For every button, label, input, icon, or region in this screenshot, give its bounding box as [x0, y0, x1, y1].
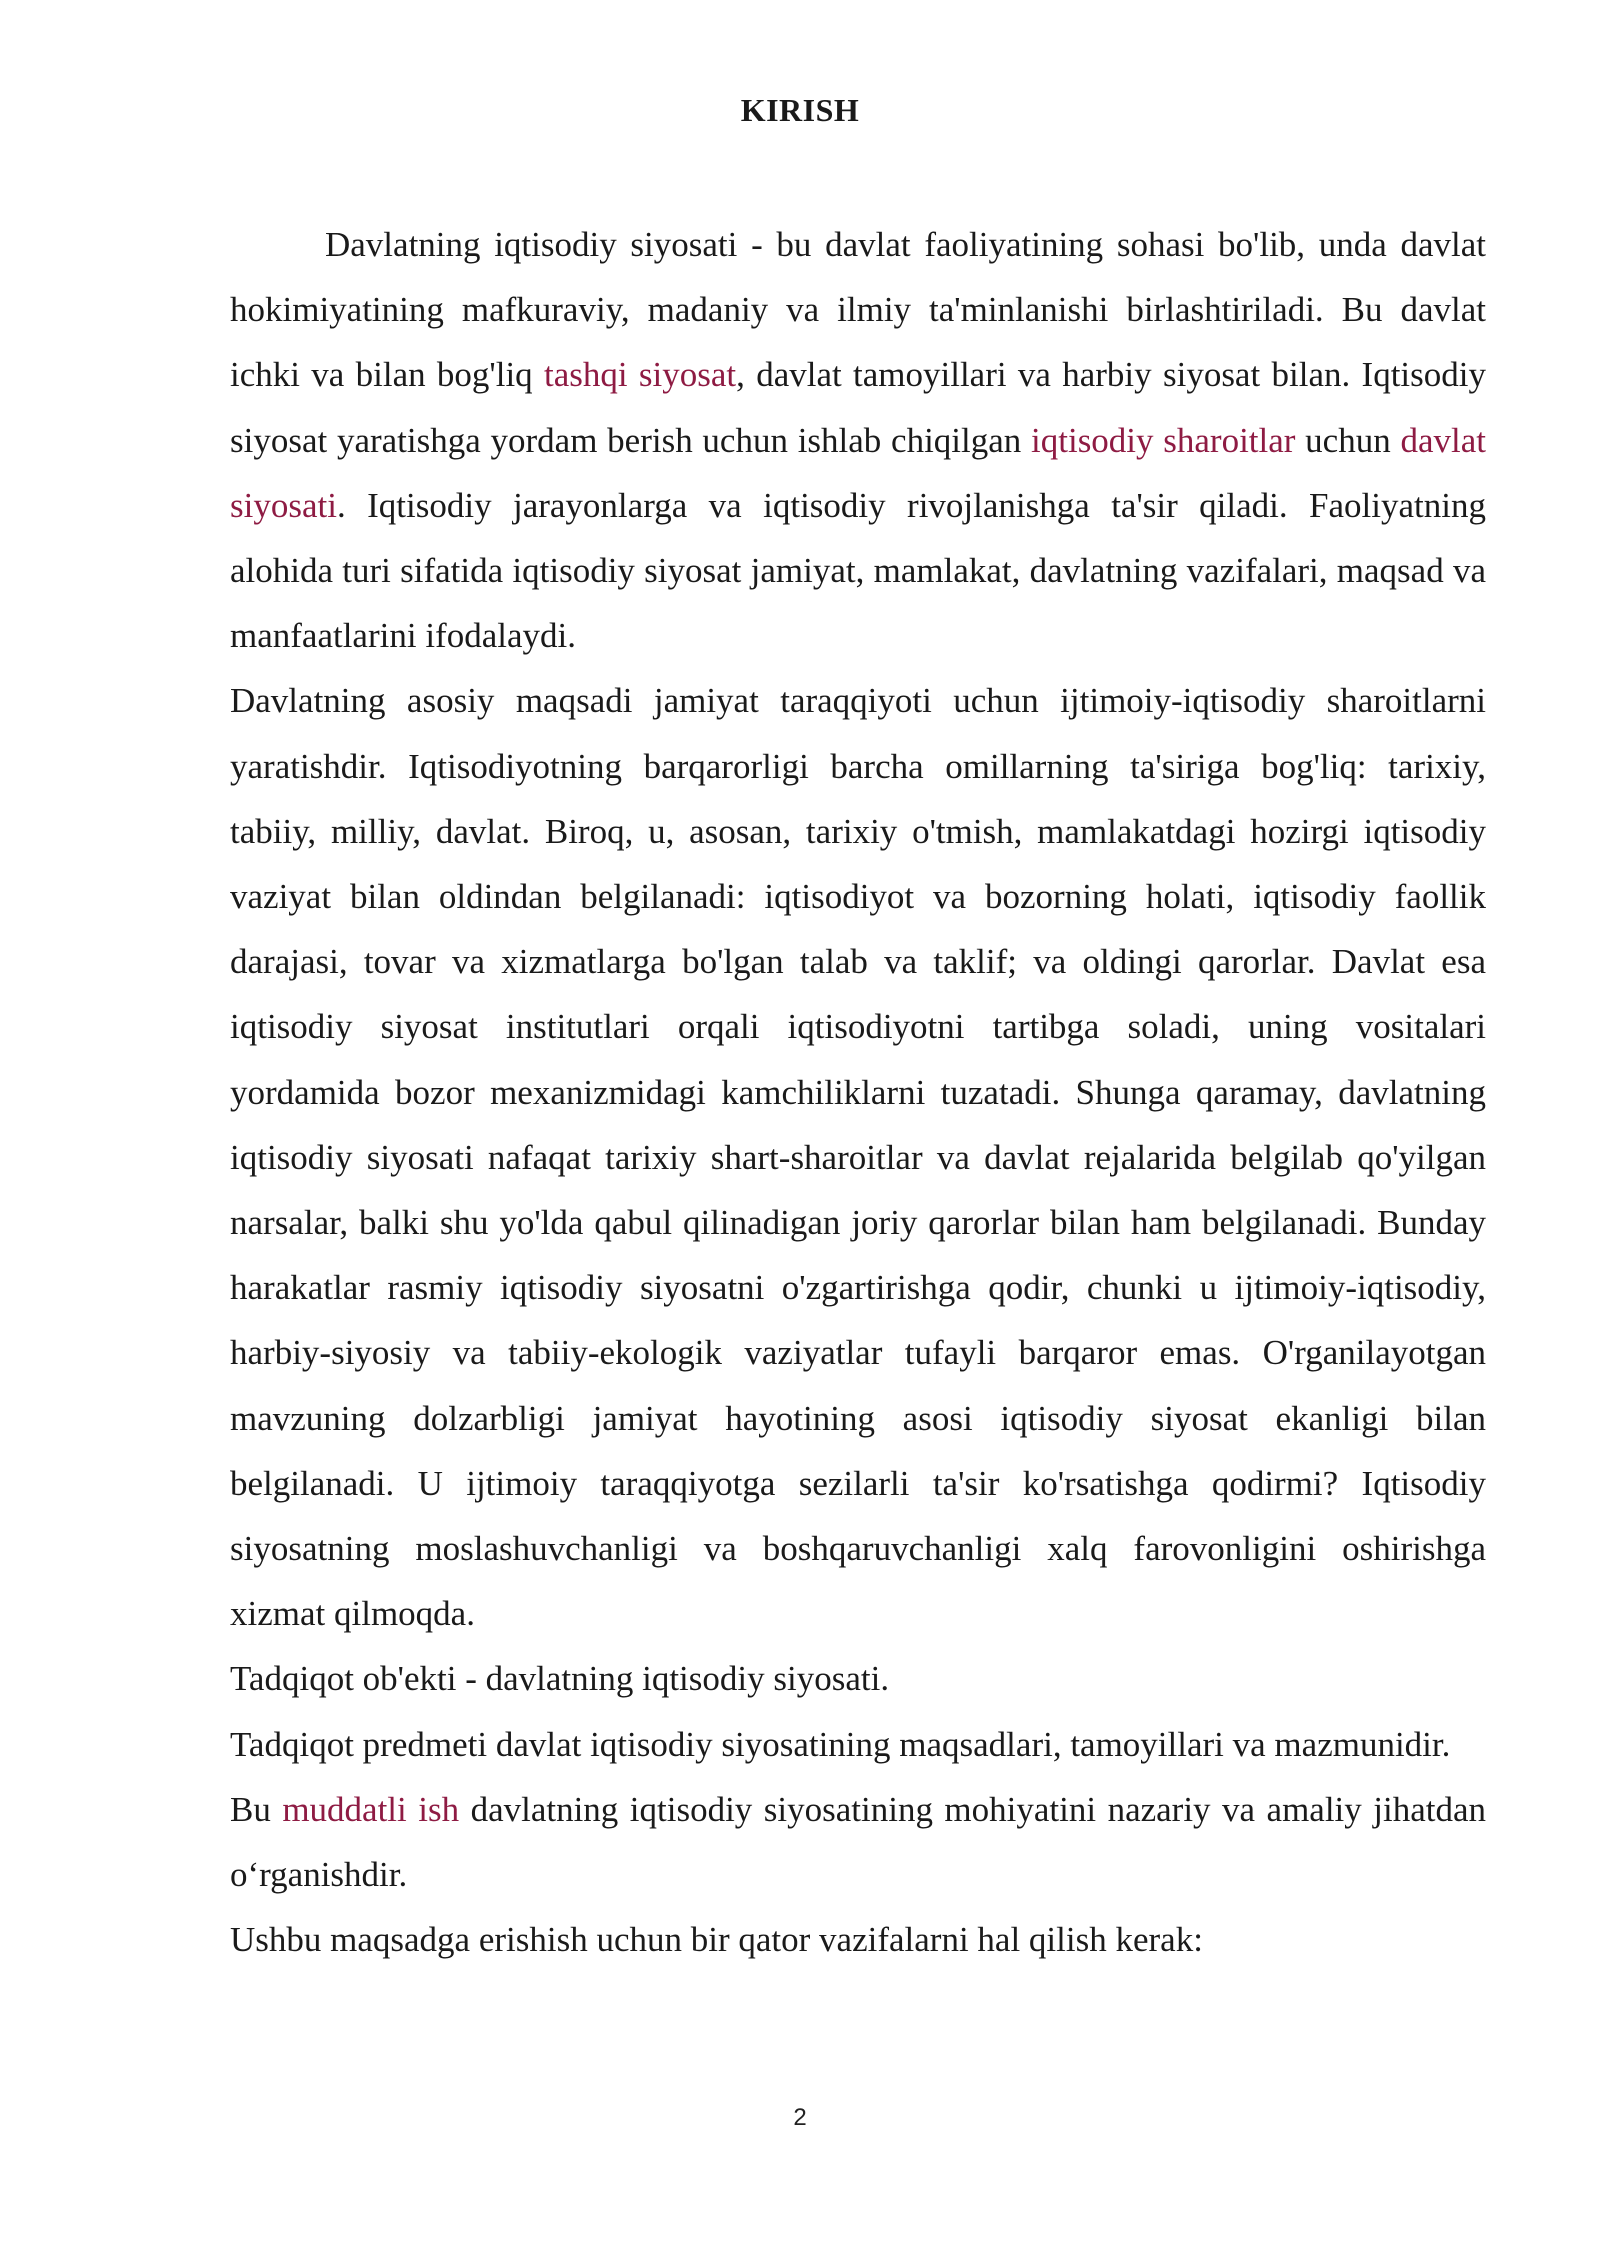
- document-body: [230, 212, 1486, 1972]
- paragraph-research-subject: Tadqiqot predmeti davlat iqtisodiy siyosatining maqsadlari, tamoyillari va mazmunidir.: [230, 1724, 1451, 1764]
- paragraph-text: uchun: [1295, 420, 1401, 460]
- paragraph-intro: [230, 212, 1486, 668]
- page-heading: KIRISH: [740, 92, 860, 128]
- paragraph-text: davlatning iqtisodiy siyosatining mohiyatini nazariy va amaliy jihatdan o‘rganishdir.: [230, 1789, 1486, 1895]
- link-tashqi-siyosat[interactable]: tashqi siyosat: [544, 355, 737, 395]
- paragraph-research-object: Tadqiqot ob'ekti - davlatning iqtisodiy siyosati.: [230, 1659, 890, 1699]
- paragraph-text: Bu: [230, 1789, 283, 1829]
- paragraph-work-purpose: [230, 1777, 1486, 1907]
- page-number: 2: [793, 2104, 807, 2131]
- paragraph-text: Davlatning iqtisodiy siyosati - bu davlat faoliyatining sohasi bo'lib, unda davlat hokimiyatining mafkuraviy, madaniy va ilmiy ta'minlanishi birlashtiriladi. Bu davlat ichki va bilan bog'liq: [230, 225, 1486, 395]
- link-muddatli-ish[interactable]: muddatli ish: [282, 1789, 460, 1829]
- link-iqtisodiy-sharoitlar[interactable]: iqtisodiy sharoitlar: [1031, 420, 1296, 460]
- paragraph-main-goal: Davlatning asosiy maqsadi jamiyat taraqqiyoti uchun ijtimoiy-iqtisodiy sharoitlarni yaratishdir. Iqtisodiyotning barqarorligi barcha omillarning ta'siriga bog'liq: tarixiy, tabiiy, milliy, davlat. Biroq, u, asosan, tarixiy o'tmish, mamlakatdagi hozirgi iqtisodiy vaziyat bilan oldindan belgilanadi: iqtisodiyot va bozorning holati, iqtisodiy faollik darajasi, tovar va xizmatlarga bo'lgan talab va taklif; va oldingi qarorlar. Davlat esa iqtisodiy siyosat institutlari orqali iqtisodiyotni tartibga soladi, uning vositalari yordamida bozor mexanizmidagi kamchiliklarni tuzatadi. Shunga qaramay, davlatning iqtisodiy siyosati nafaqat tarixiy shart-sharoitlar va davlat rejalarida belgilab qo'yilgan narsalar, balki shu yo'lda qabul qilinadigan joriy qarorlar bilan ham belgilanadi. Bunday harakatlar rasmiy iqtisodiy siyosatni o'zgartirishga qodir, chunki u ijtimoiy-iqtisodiy, harbiy-siyosiy va tabiiy-ekologik vaziyatlar tufayli barqaror emas. O'rganilayotgan mavzuning dolzarbligi jamiyat hayotining asosi iqtisodiy siyosat ekanligi bilan belgilanadi. U ijtimoiy taraqqiyotga sezilarli ta'sir ko'rsatishga qodirmi? Iqtisodiy siyosatning moslashuvchanligi va boshqaruvchanligi xalq farovonligini oshirishga xizmat qilmoqda.: [230, 681, 1486, 1634]
- link-davlat-siyosati[interactable]: davlat siyosati: [230, 420, 1486, 525]
- paragraph-tasks-intro: Ushbu maqsadga erishish uchun bir qator vazifalarni hal qilish kerak:: [230, 1920, 1203, 1960]
- paragraph-text: . Iqtisodiy jarayonlarga va iqtisodiy rivojlanishga ta'sir qiladi. Faoliyatning alohida turi sifatida iqtisodiy siyosat jamiyat, mamlakat, davlatning vazifalari, maqsad va manfaatlarini ifodalaydi.: [230, 485, 1486, 656]
- paragraph-text: , davlat tamoyillari va harbiy siyosat bilan. Iqtisodiy siyosat yaratishga yordam berish uchun ishlab chiqilgan: [230, 355, 1486, 460]
